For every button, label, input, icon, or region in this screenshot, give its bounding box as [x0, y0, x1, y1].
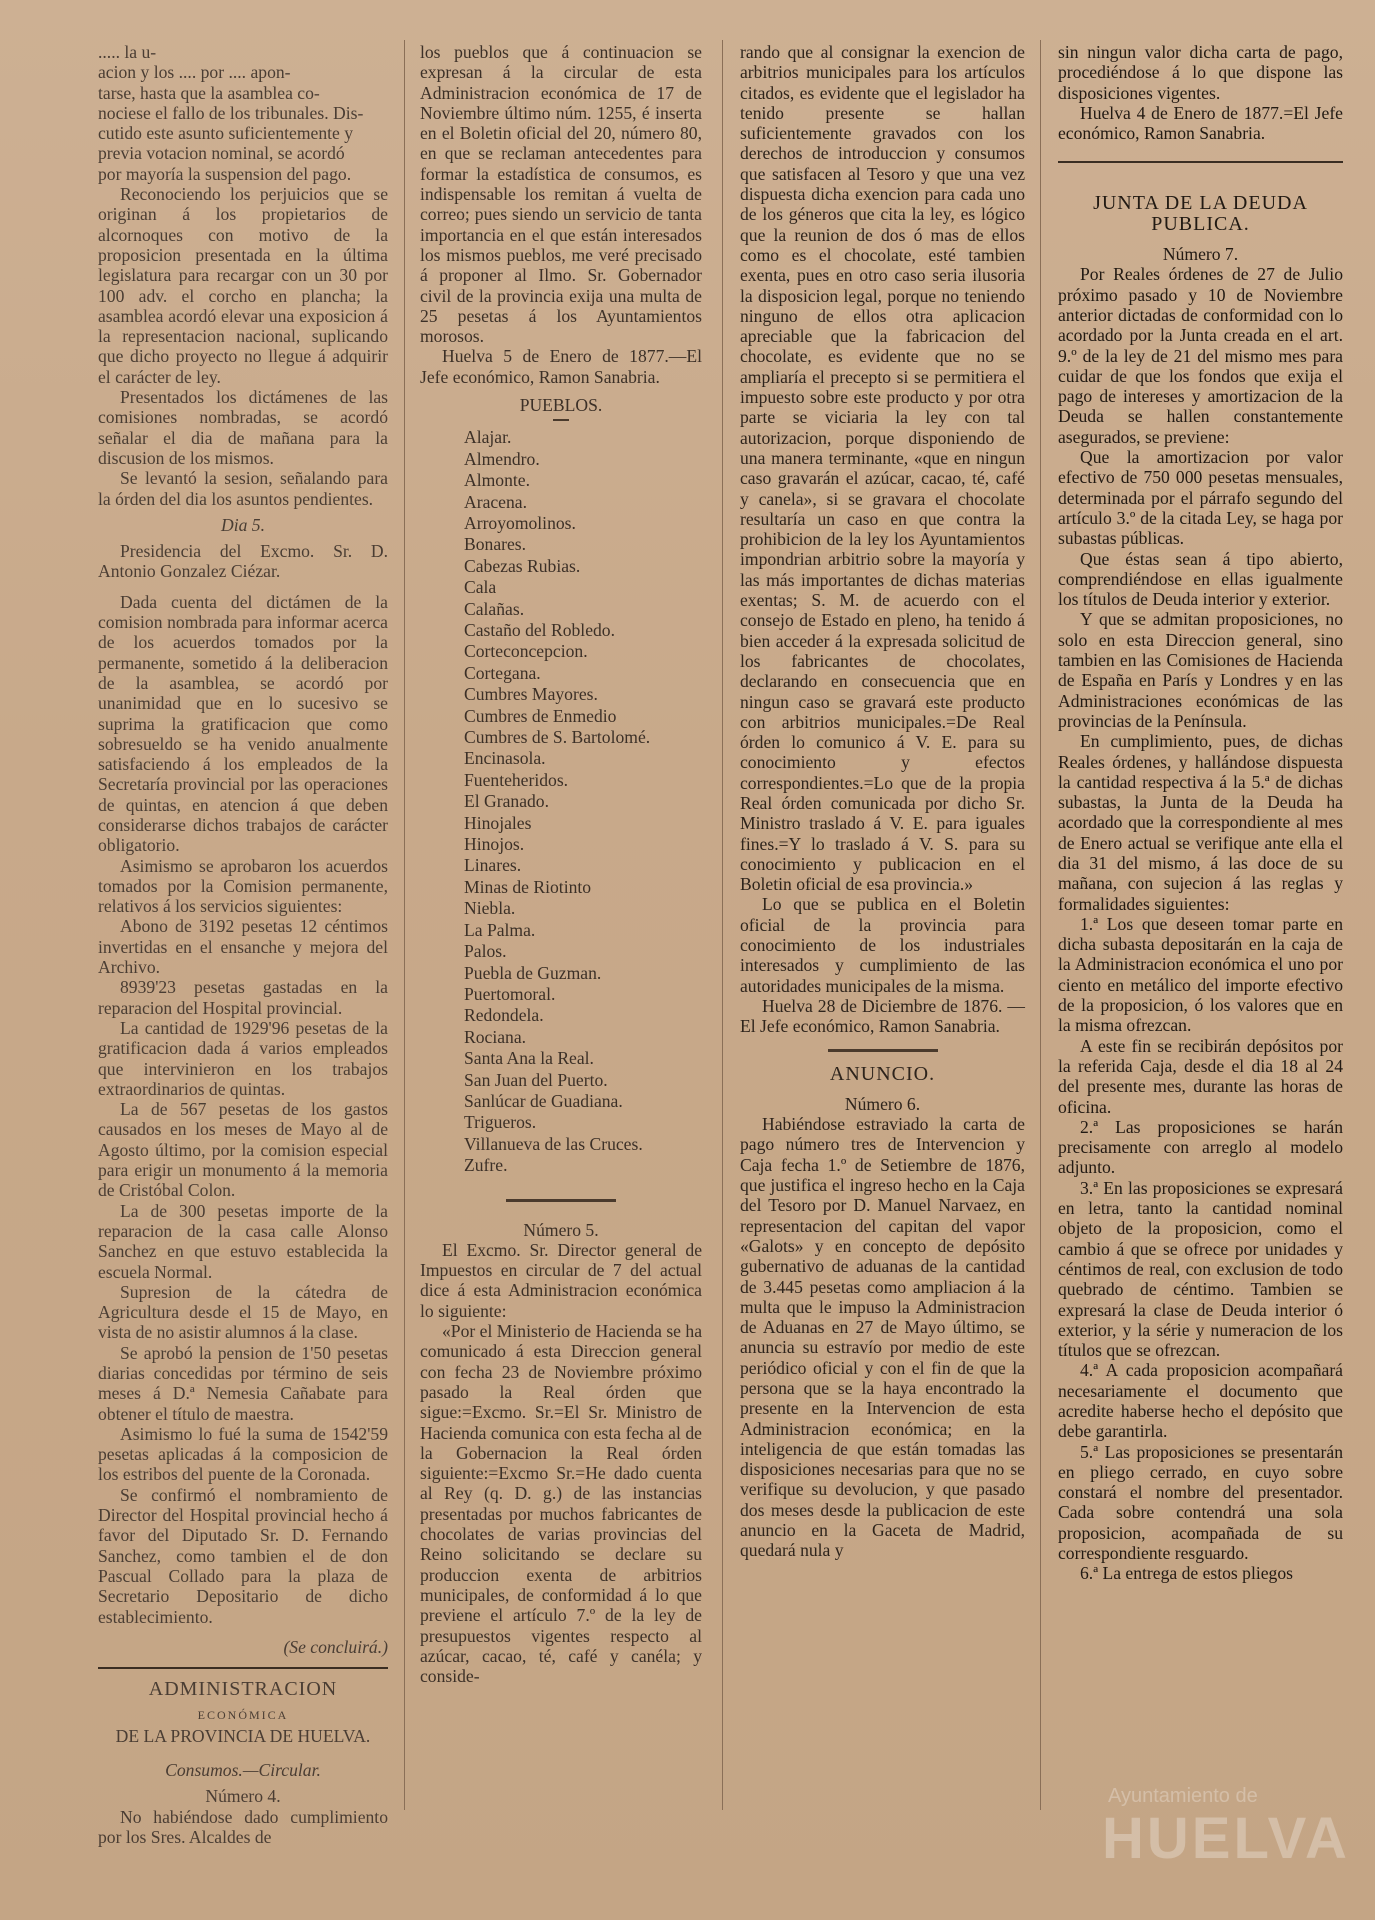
pueblo-item: Castaño del Robledo. — [464, 620, 615, 640]
fragment-line: por mayoría la suspension del pago. — [98, 163, 352, 184]
paragraph: Que éstas sean á tipo abierto, comprendiéndose en ellas igualmente los títulos de Deuda interior y exterior. — [1058, 548, 1343, 610]
pueblo-item: Arroyomolinos. — [464, 512, 576, 533]
pueblo-item: Almendro. — [464, 448, 540, 469]
pueblo-item: Trigueros. — [464, 1112, 537, 1133]
pueblo-item: Calañas. — [464, 598, 525, 619]
paragraph: Por Reales órdenes de 27 de Julio próximo pasado y 10 de Noviembre anterior dictadas de conformidad con lo acordado por la Junta creada en el art. 9.º de la ley de 21 del mismo mes para cuidar de que los fondos que exija el pago de intereses y amortizacion de la Deuda se hallen constantemente asegurados, se previene: — [1058, 264, 1343, 447]
pueblo-item: Sanlúcar de Guadiana. — [464, 1090, 623, 1111]
section-province: DE LA PROVINCIA DE HUELVA. — [115, 1725, 371, 1746]
paragraph: rando que al consignar la exencion de arbitrios municipales para los artículos citados, es evidente que el legislador ha tenido presente se hallan suficientemente gravados con los derechos de introduccion y consumos que satisfacen al Tesoro y que una vez dispuesta dicha exencion para cada uno de los géneros que cita la ley, es lógico que la reunion de dos ó mas de ellos como es el chocolate, esté tambien exenta, pues en otro caso seria ilusoria la disposicion legal, porque no teniendo ninguno de ellos otra aplicacion apreciable que la fabricacion del chocolate, es evidente que no se ampliaría el precepto si se permitiera el impuesto sobre este producto y por otra parte se viciaria la ley con tal autorizacion, porque disponiendo de una manera terminante, «que en ningun caso gravarán el azúcar, cacao, té, café y canela», si se gravara el chocolate resultaría un caso en que contra la prohibicion de la ley los Ayuntamientos impondrian arbitrio sobre la mayoría y las más importantes de dichas materias exentas; S. M. de acuerdo con el consejo de Estado en pleno, ha tenido á bien acceder á la expresada solicitud de los fabricantes de chocolates, declarando en consecuencia que en ningun caso se gravará este producto con arbitrios municipales.=De Real órden lo comunico á V. E. para su conocimiento y efectos correspondientes.=Lo que de la propia Real órden comunicada por dicho Sr. Ministro traslado á V. E. para iguales fines.=Y lo traslado á V. S. para su conocimiento y publicacion en el Boletin oficial de esa provincia.» — [740, 42, 1025, 895]
paragraph: 5.ª Las proposiciones se presentarán en pliego cerrado, en cuyo sobre constará el nombre del presentador. Cada sobre contendrá una sola proposicion, acompañada de su correspondiente resguardo. — [1058, 1441, 1343, 1564]
watermark-line2: HUELVA — [1102, 1806, 1350, 1871]
paragraph: La de 567 pesetas de los gastos causados en los meses de Mayo al de Agosto último, por la comision especial para erigir un monumento á la memoria de Cristóbal Colon. — [98, 1099, 388, 1201]
number-heading: Número 6. — [844, 1093, 921, 1114]
pueblo-item: Redondela. — [464, 1005, 544, 1026]
paragraph: Asimismo lo fué la suma de 1542'59 pesetas aplicadas á la composicion de los estribos del puente de la Coronada. — [98, 1423, 388, 1485]
pueblos-title: PUEBLOS. — [519, 395, 603, 416]
watermark-line1: Ayuntamiento de — [1108, 1785, 1258, 1807]
paragraph: Reconociendo los perjuicios que se originan á los propietarios de alcornoques con motivo de la proposicion presentada en la última legislatura para recargar con un 30 por 100 adv. el corcho en plancha; la asamblea acordó elevar una exposicion á la representacion nacional, suplicando que dicho proyecto no llegue á adquirir el carácter de ley. — [98, 184, 388, 387]
paragraph: Se aprobó la pension de 1'50 pesetas diarias concedidas por término de seis meses á D.ª Nemesia Cañabate para obtener el título de maestra. — [98, 1342, 388, 1424]
pueblo-item: Palos. — [464, 941, 507, 962]
pueblo-item: Cumbres de S. Bartolomé. — [464, 727, 651, 748]
pueblo-item: Cala — [464, 577, 497, 598]
pueblo-item: Cabezas Rubias. — [464, 555, 581, 576]
separator-rule — [828, 1049, 938, 1052]
paragraph: 4.ª A cada proposicion acompañará necesariamente el documento que acredite haberse hecho el depósito que debe garantirla. — [1058, 1360, 1343, 1442]
pueblo-item: Hinojales — [464, 812, 532, 833]
paragraph: Se levantó la sesion, señalando para la órden del dia los asuntos pendientes. — [98, 468, 388, 509]
pueblo-item: Santa Ana la Real. — [464, 1048, 594, 1069]
section-rule — [98, 1667, 388, 1669]
number-heading: Número 4. — [205, 1786, 281, 1807]
paragraph: «Por el Ministerio de Hacienda se ha comunicado á esta Direccion general con fecha 23 de Noviembre próximo pasado la Real órden que sigue:=Excmo. Sr.=El Sr. Ministro de Hacienda comunica con esta fecha al de la Gobernacion la Real órden siguiente:=Excmo Sr.=He dado cuenta al Rey (q. D. g.) de las instancias presentadas por muchos fabricantes de chocolates de varias provincias del Reino solicitando se declare su produccion exenta de arbitrios municipales, de conformidad á lo que previene el artículo 7.º de la ley de presupuestos vigentes respecto al azúcar, cacao, té, café y canéla; y conside- — [420, 1321, 702, 1687]
paragraph: Que la amortizacion por valor efectivo de 750 000 pesetas mensuales, determinada por el párrafo segundo del artículo 3.º de la citada Ley, se haga por subastas públicas. — [1058, 447, 1343, 549]
paragraph: 3.ª En las proposiciones se expresará en letra, tanto la cantidad nominal objeto de la proposicion, como el cambio á que se ofrece por unidades y céntimos de real, con exclusion de todo quebrado de céntimo. Tambien se expresará la clase de Deuda interior ó exterior, y la série y numeracion de los títulos que se ofrezcan. — [1058, 1177, 1343, 1361]
watermark-logo — [1090, 1785, 1360, 1905]
small-rule — [553, 419, 569, 421]
paragraph: 6.ª La entrega de estos pliegos — [1080, 1563, 1293, 1584]
presidency-line: Presidencia del Excmo. Sr. D. Antonio Gonzalez Ciézar. — [98, 541, 388, 582]
section-rule — [1058, 161, 1343, 163]
separator-rule — [506, 1199, 616, 1202]
fragment-line: cutido este asunto suficientemente y — [98, 123, 354, 144]
pueblo-item: Villanueva de las Cruces. — [464, 1133, 643, 1154]
pueblo-item: Fuenteheridos. — [464, 769, 569, 790]
paragraph: Lo que se publica en el Boletin oficial de la provincia para conocimiento de los industriales interesados y cumplimiento de las autoridades municipales de la misma. — [740, 894, 1025, 996]
signature: Huelva 28 de Diciembre de 1876. —El Jefe económico, Ramon Sanabria. — [740, 995, 1025, 1037]
pueblo-item: La Palma. — [464, 919, 536, 940]
paragraph: Se confirmó el nombramiento de Director del Hospital provincial hecho á favor del Diputado Sr. D. Fernando Sanchez, como tambien el de don Pascual Collado para la plaza de Secretario Depositario de dicho establecimiento. — [98, 1484, 388, 1627]
column-divider — [404, 40, 405, 1810]
paragraph: Asimismo se aprobaron los acuerdos tomados por la Comision permanente, relativos á los servicios siguientes: — [98, 855, 388, 917]
circular-heading: Consumos.—Circular. — [165, 1760, 321, 1781]
section-subtitle: ECONÓMICA — [197, 1708, 289, 1723]
fragment-line: ..... la u- — [98, 42, 157, 62]
paragraph: Supresion de la cátedra de Agricultura desde el 15 de Mayo, en vista de no asistir alumnos á la clase. — [98, 1281, 388, 1343]
column-2 — [420, 42, 702, 1686]
pueblo-item: Minas de Riotinto — [464, 876, 592, 897]
paragraph: El Excmo. Sr. Director general de Impuestos en circular de 7 del actual dice á esta Administracion económica lo siguiente: — [420, 1239, 702, 1321]
paragraph: En cumplimiento, pues, de dichas Reales órdenes, y hallándose dispuesta la cantidad respectiva á la 5.ª de dichas subastas, la Junta de la Deuda ha acordado que la correspondiente al mes de Enero actual se verifique ante ella el dia 31 del mismo, á las doce de su mañana, con sujecion á las reglas y formalidades siguientes: — [1058, 731, 1343, 914]
pueblo-item: Rociana. — [464, 1026, 527, 1047]
paragraph: La de 300 pesetas importe de la reparacion de la casa calle Alonso Sanchez en que estuvo establecida la escuela Normal. — [98, 1200, 388, 1282]
continuation-note: (Se concluirá.) — [283, 1636, 388, 1657]
column-divider — [722, 40, 723, 1810]
paragraph: Abono de 3192 pesetas 12 céntimos invertidas en el ensanche y mejora del Archivo. — [98, 916, 388, 978]
paragraph: 8939'23 pesetas gastadas en la reparacion del Hospital provincial. — [98, 977, 388, 1018]
day-heading: Dia 5. — [221, 514, 265, 535]
paragraph: 2.ª Las proposiciones se harán precisamente con arreglo al modelo adjunto. — [1058, 1116, 1343, 1178]
pueblo-item: Niebla. — [464, 898, 516, 919]
paragraph: No habiéndose dado cumplimiento por los Sres. Alcaldes de — [98, 1806, 388, 1847]
pueblo-item: Aracena. — [464, 491, 527, 512]
paragraph: A este fin se recibirán depósitos por la referida Caja, desde el dia 18 al 24 del presente mes, durante las horas de oficina. — [1058, 1035, 1343, 1117]
pueblo-item: Cortegana. — [464, 662, 541, 683]
fragment-line: previa votacion nominal, se acordó — [98, 143, 345, 164]
paragraph: Y que se admitan proposiciones, no solo en esta Direccion general, sino tambien en las Comisiones de Hacienda de España en París y Londres y en las Administraciones económicas de las provincias de la Península. — [1058, 609, 1343, 731]
column-4 — [1058, 42, 1343, 1584]
paragraph: Dada cuenta del dictámen de la comision nombrada para informar acerca de los acuerdos tomados por la permanente, sometido á la deliberacion de la asamblea, se acordó por unanimidad que en lo sucesivo se suprima la gratificacion que como sobresueldo se ha venido anualmente satisfaciendo á los empleados de la Secretaría provincial por las operaciones de quintas, en atencion á que deben considerarse dichos trabajos de carácter obligatorio. — [98, 591, 388, 856]
pueblo-item: Almonte. — [464, 470, 530, 491]
pueblo-item: San Juan del Puerto. — [464, 1069, 608, 1090]
column-3 — [740, 42, 1025, 1561]
fragment-line: tarse, hasta que la asamblea co- — [98, 82, 320, 103]
paragraph: los pueblos que á continuacion se expresan á la circular de esta Administracion económica de 17 de Noviembre último núm. 1255, é inserta en el Boletin oficial del 20, número 80, en que se reclaman antecedentes para formar la estadística de consumos, es indispensable los remitan á vuelta de correo; pues siendo un servicio de tanta importancia en el que están interesados los mismos pueblos, me veré precisado á proponer al Ilmo. Sr. Gobernador civil de la provincia exija una multa de 25 pesetas á los Ayuntamientos morosos. — [420, 42, 702, 347]
pueblo-item: Cumbres de Enmedio — [464, 705, 617, 726]
pueblo-item: Alajar. — [464, 427, 512, 448]
number-heading: Número 5. — [523, 1219, 599, 1240]
paragraph: 1.ª Los que deseen tomar parte en dicha subasta depositarán en la caja de la Administracion económica el uno por ciento en metálico del importe efectivo de la proposicion, ó los valores que en la misma ofrezcan. — [1058, 913, 1343, 1036]
number-heading: Número 7. — [1162, 244, 1239, 265]
pueblo-item: Corteconcepcion. — [464, 641, 588, 662]
paragraph: sin ningun valor dicha carta de pago, procediéndose á lo que dispone las disposiciones vigentes. — [1058, 42, 1343, 103]
paragraph: Presentados los dictámenes de las comisiones nombradas, se acordó señalar el dia de mañana para la discusion de los mismos. — [98, 387, 388, 468]
paragraph: La cantidad de 1929'96 pesetas de la gratificacion dada á varios empleados que intervinieron en los trabajos extraordinarios de quintas. — [98, 1017, 388, 1099]
pueblo-item: Bonares. — [464, 534, 527, 555]
pueblo-item: Zufre. — [464, 1155, 508, 1176]
junta-title: JUNTA DE LA DEUDA PUBLICA. — [1093, 192, 1308, 235]
pueblo-item: Cumbres Mayores. — [464, 684, 598, 705]
pueblo-item: El Granado. — [464, 791, 550, 812]
pueblo-item: Puertomoral. — [464, 983, 556, 1004]
pueblo-item: Linares. — [464, 855, 522, 876]
paragraph: Habiéndose estraviado la carta de pago número tres de Intervencion y Caja fecha 1.º de Setiembre de 1876, que justifica el ingreso hecho en la Caja del Tesoro por D. Manuel Narvaez, en representacion del capitan del vapor «Galots» y en concepto de depósito gubernativo de aduanas de la cantidad de 3.445 pesetas como ampliacion á la multa que le impuso la Administracion de Aduanas en 27 de Mayo último, se anuncia su estravío por medio de este periódico oficial y con el fin de que la persona que se la haya encontrado la presente en la Intervencion de esta Administracion económica; en la inteligencia de que están tomadas las disposiciones necesarias para que no se verifique su devolucion, y que pasado dos meses desde la publicacion de este anuncio en la Gaceta de Madrid, quedará nula y — [740, 1114, 1025, 1561]
pueblo-item: Encinasola. — [464, 748, 546, 769]
fragment-line: acion y los .... por .... apon- — [98, 62, 291, 83]
section-title: ADMINISTRACION — [148, 1678, 338, 1701]
signature: Huelva 5 de Enero de 1877.—El Jefe económico, Ramon Sanabria. — [420, 346, 702, 387]
pueblo-item: Hinojos. — [464, 834, 525, 855]
anuncio-title: ANUNCIO. — [829, 1062, 936, 1085]
column-divider — [1040, 40, 1041, 1810]
signature: Huelva 4 de Enero de 1877.=El Jefe económico, Ramon Sanabria. — [1058, 102, 1343, 144]
fragment-line: nociese el fallo de los tribunales. Dis- — [98, 102, 364, 123]
pueblo-item: Puebla de Guzman. — [464, 962, 602, 983]
column-1 — [98, 42, 388, 1847]
pueblos-list — [464, 427, 702, 1176]
